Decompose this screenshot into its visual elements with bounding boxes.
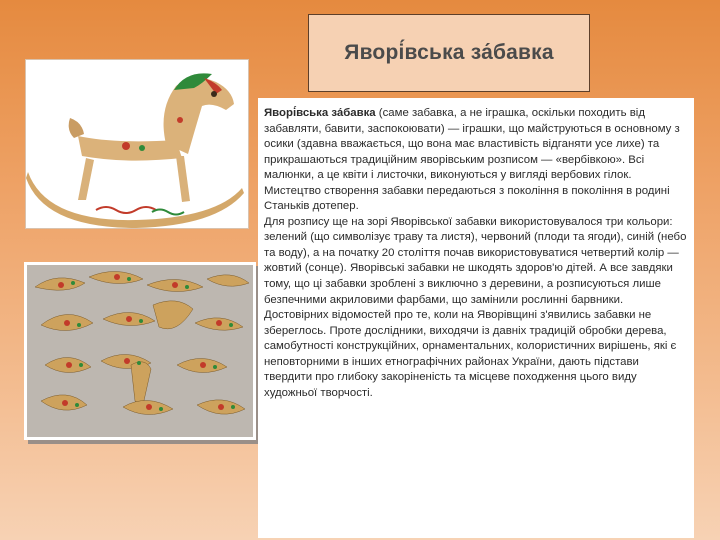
painted-birds-photo bbox=[24, 262, 256, 440]
lead-term: Яворі́вська за́бавка bbox=[264, 107, 376, 119]
painted-birds-image bbox=[27, 265, 253, 437]
description-paragraph-2 bbox=[264, 215, 688, 308]
paragraph-text: (саме забавка, а не іграшка, оскільки походить від забавляти, бавити, заспокоювати) — іграшки, що майструються в основному з осики (здавна вважається, що вона має властивість відганяти усе лихе) та прикрашаються традиційним яворівським розписом — «вербівкою». Всі малюнки, а це квіти і листочки, виконуються у вигляді вербових гілок. Мистецтво створення забавки передаються з покоління в покоління в родині Станьків дотепер. bbox=[264, 107, 680, 213]
rocking-horse-image bbox=[26, 60, 248, 228]
paragraph-text: Достовірних відомостей про те, коли на Яворівщині з'явились забавки не збереглось. Проте дослідники, виходячи із давніх традицій обробки дерева, самобутності конструкційних, орнаментальних, колористичних вирішень, які є неповторними в інших етнографічних районах України, дають підстави твердити про глибоку закоріненість та місцеве походження цього виду художньої творчості. bbox=[264, 309, 677, 399]
title-box bbox=[308, 14, 590, 92]
description-panel bbox=[258, 98, 694, 538]
page-title: Яворі́вська за́бавка bbox=[344, 41, 554, 64]
description-paragraph-3 bbox=[264, 308, 688, 401]
rocking-horse-photo bbox=[26, 60, 248, 228]
description-paragraph-1 bbox=[264, 106, 688, 215]
paragraph-text: Для розпису ще на зорі Яворівської забавки використовувалося три кольори: зелений (що символізує траву та листя), червоний (плоди та ягоди), синій (небо та воду), а на початку 20 століття почав використовуватися четвертий колір — жовтий (сонце). Яворівські забавки не шкодять здоров'ю дітей. А все завдяки тому, що ці забавки зроблені з виключно з деревини, а розписуються лише безпечними акриловими фарбами, що замінили рослинні барвники. bbox=[264, 215, 687, 306]
